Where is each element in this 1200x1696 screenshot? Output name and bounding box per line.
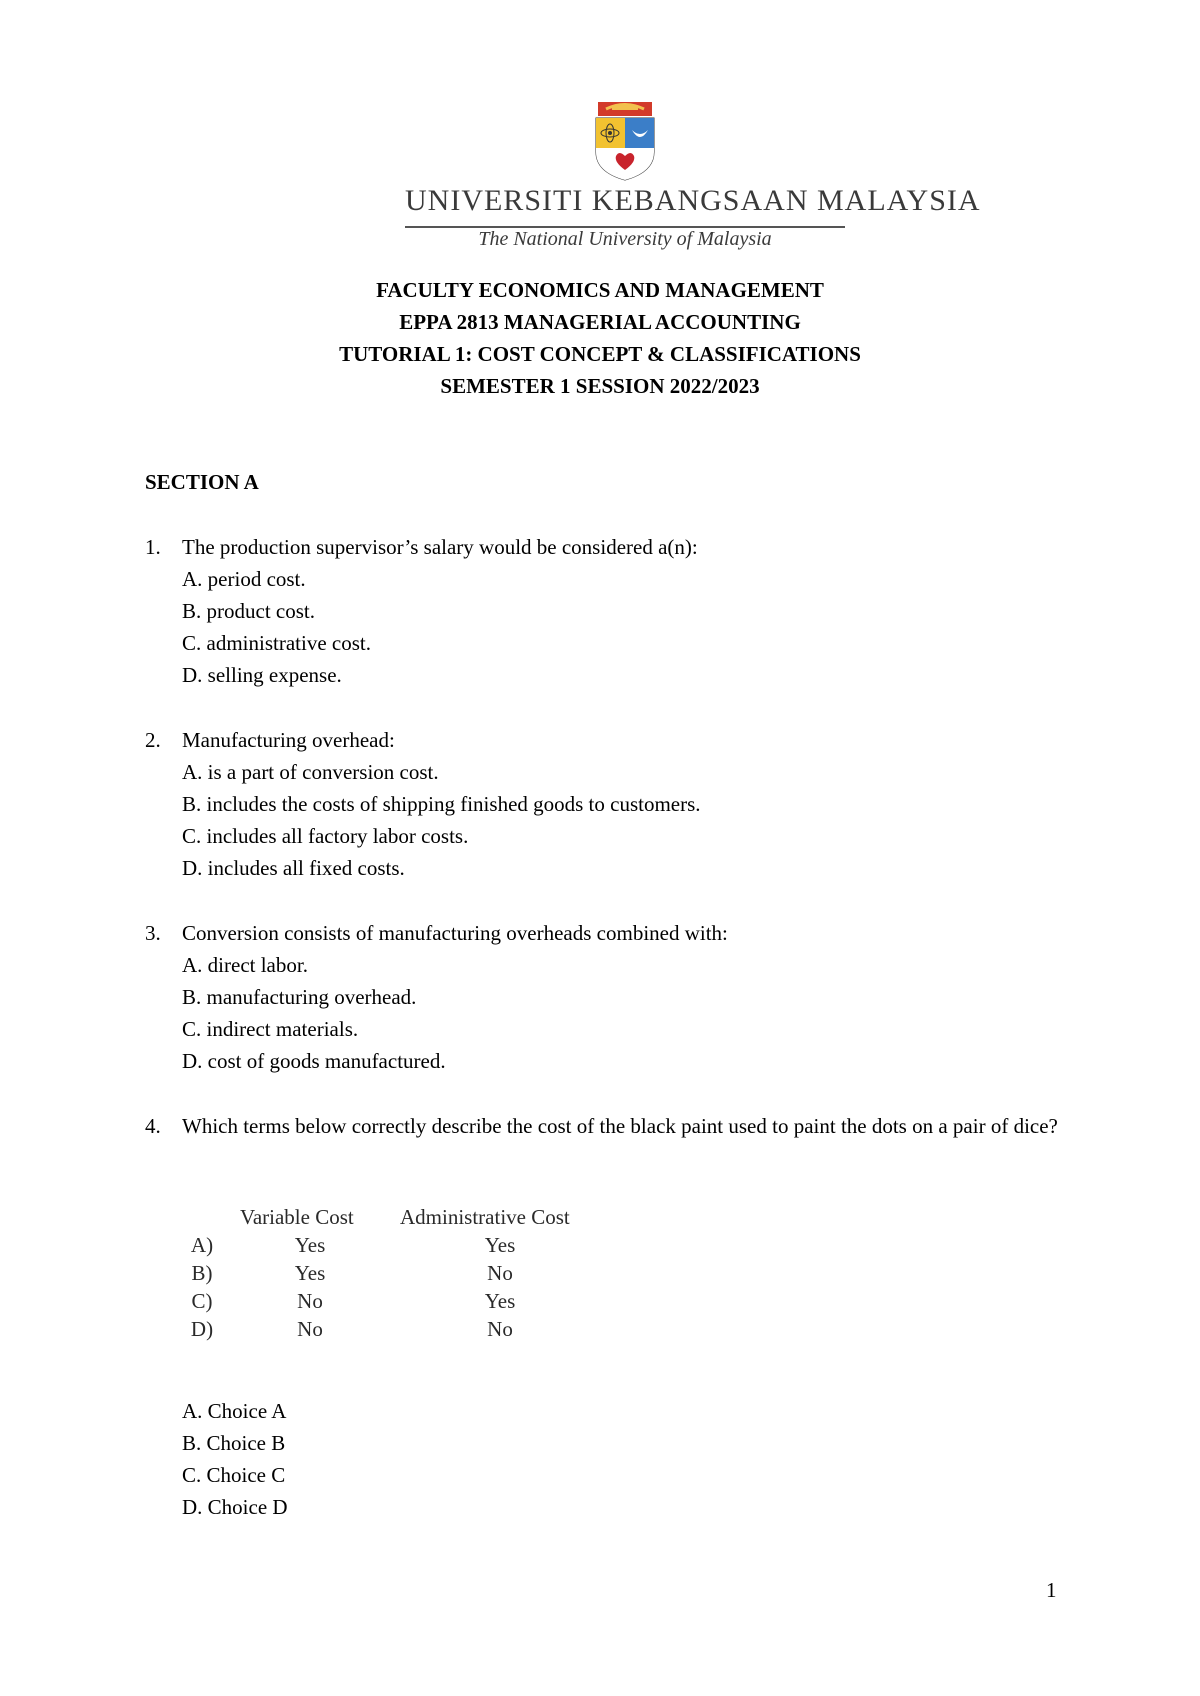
faculty-title: FACULTY ECONOMICS AND MANAGEMENT: [376, 278, 824, 302]
page-number: 1: [1046, 1578, 1057, 1602]
administrative-cost-cell: No: [487, 1317, 513, 1341]
option-c: C. administrative cost.: [182, 631, 371, 655]
variable-cost-cell: Yes: [294, 1233, 326, 1257]
answer-options: [182, 563, 371, 691]
university-logo: [405, 100, 981, 260]
table-header-variable-cost: Variable Cost: [240, 1205, 354, 1229]
variable-cost-cell: No: [297, 1317, 323, 1341]
option-b: B. includes the costs of shipping finished goods to customers.: [182, 792, 701, 816]
question-stem: The production supervisor’s salary would be considered a(n):: [182, 535, 698, 559]
university-name: UNIVERSITI KEBANGSAAN MALAYSIA: [405, 184, 981, 217]
question-stem: Which terms below correctly describe the cost of the black paint used to paint the dots on a pair of dice?: [182, 1114, 1058, 1138]
question-number: 1.: [145, 535, 161, 559]
answer-options: [182, 756, 701, 884]
administrative-cost-cell: No: [487, 1261, 513, 1285]
option-d: D. cost of goods manufactured.: [182, 1049, 446, 1073]
option-a: A. period cost.: [182, 567, 306, 591]
section-title: SECTION A: [145, 470, 259, 494]
row-label: A): [190, 1233, 214, 1257]
option-a: A. is a part of conversion cost.: [182, 760, 439, 784]
option-b: B. product cost.: [182, 599, 315, 623]
option-a: A. direct labor.: [182, 953, 308, 977]
semester-title: SEMESTER 1 SESSION 2022/2023: [440, 374, 760, 398]
answer-options: [182, 949, 446, 1077]
question-number: 4.: [145, 1114, 161, 1138]
university-subtitle: The National University of Malaysia: [478, 228, 772, 250]
table-header-administrative-cost: Administrative Cost: [400, 1205, 570, 1229]
option-a: A. Choice A: [182, 1399, 287, 1423]
option-c: C. includes all factory labor costs.: [182, 824, 469, 848]
option-d: D. Choice D: [182, 1495, 288, 1519]
row-label: B): [191, 1261, 213, 1285]
question-stem: Conversion consists of manufacturing overheads combined with:: [182, 921, 728, 945]
row-label: C): [191, 1289, 213, 1313]
variable-cost-cell: No: [297, 1289, 323, 1313]
tutorial-title: TUTORIAL 1: COST CONCEPT & CLASSIFICATIONS: [339, 342, 861, 366]
course-title: EPPA 2813 MANAGERIAL ACCOUNTING: [399, 310, 801, 334]
row-label: D): [190, 1317, 214, 1341]
option-d: D. selling expense.: [182, 663, 342, 687]
administrative-cost-cell: Yes: [484, 1233, 516, 1257]
question-number: 2.: [145, 728, 161, 752]
answer-options: [182, 1395, 288, 1523]
option-d: D. includes all fixed costs.: [182, 856, 405, 880]
question-stem: Manufacturing overhead:: [182, 728, 395, 752]
option-b: B. Choice B: [182, 1431, 286, 1455]
university-crest-icon: [592, 100, 658, 182]
option-c: C. indirect materials.: [182, 1017, 359, 1041]
option-b: B. manufacturing overhead.: [182, 985, 417, 1009]
administrative-cost-cell: Yes: [484, 1289, 516, 1313]
document-header: [0, 274, 1200, 402]
variable-cost-cell: Yes: [294, 1261, 326, 1285]
question-number: 3.: [145, 921, 161, 945]
option-c: C. Choice C: [182, 1463, 286, 1487]
